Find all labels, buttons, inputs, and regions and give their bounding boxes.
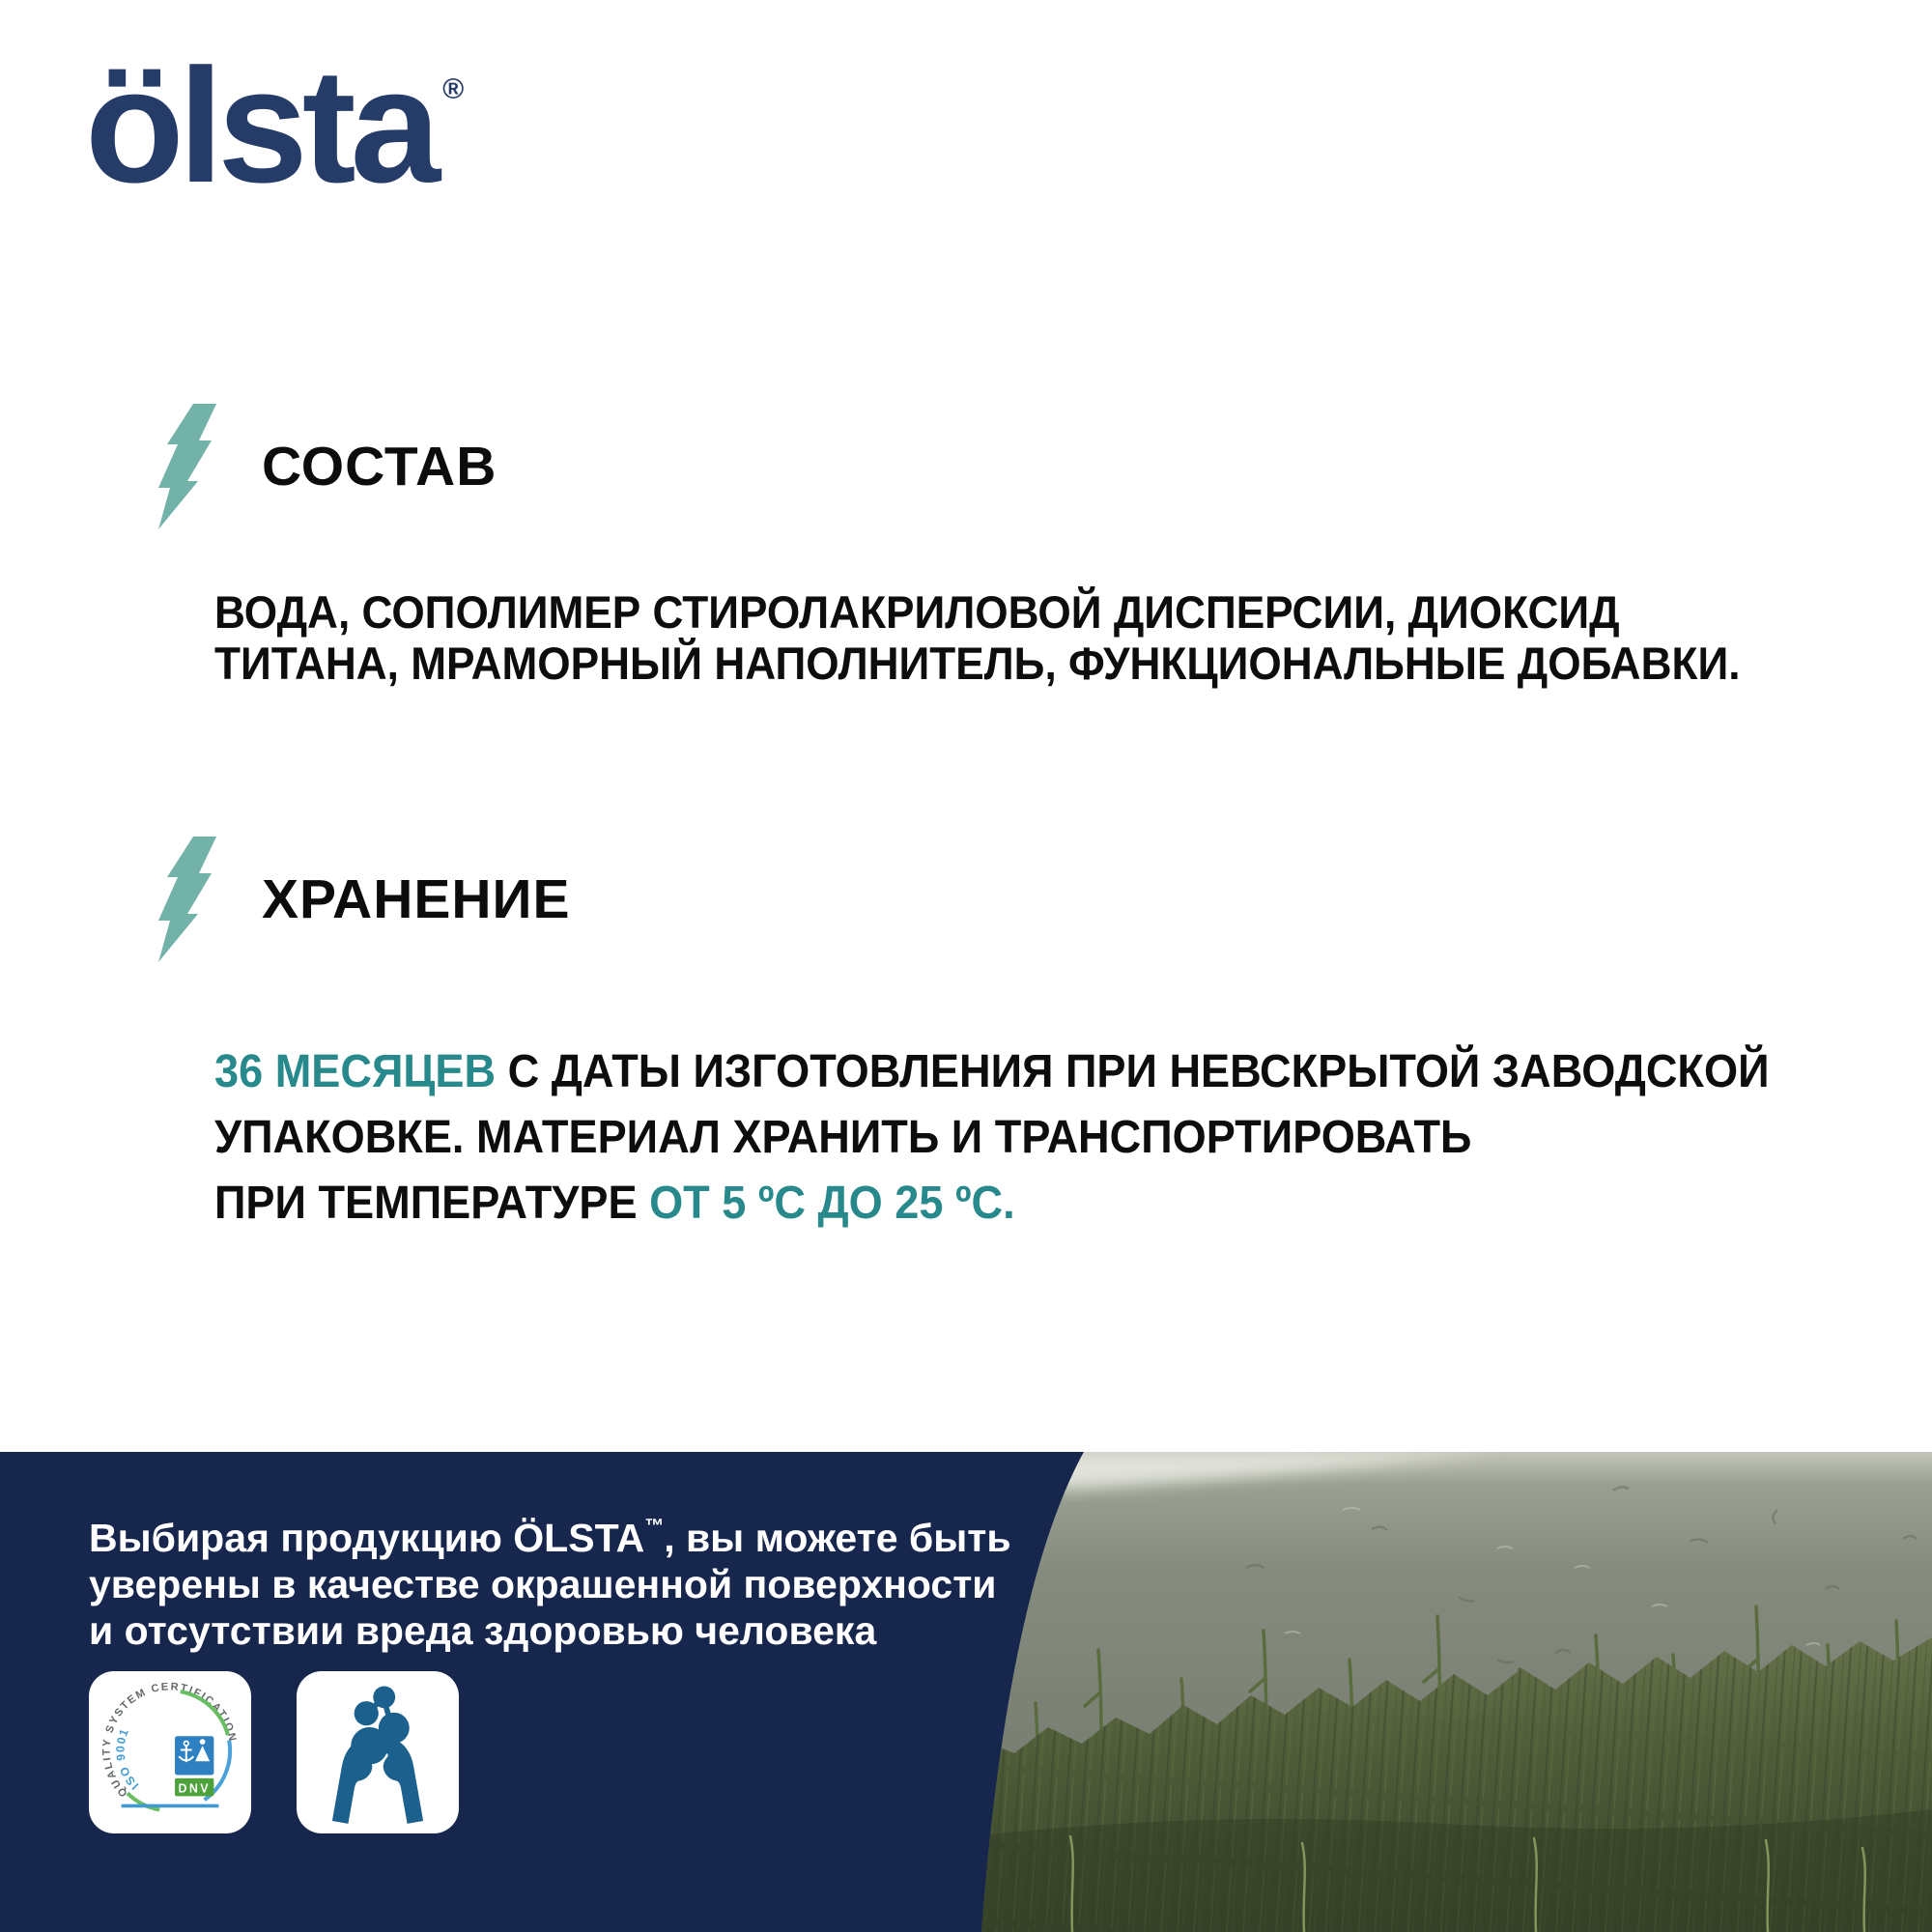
quality-system-certification-arc-text: QUALITY SYSTEM CERTIFICATION: [100, 1681, 239, 1800]
footer-slogan-line-1-rest: , вы можете быть: [664, 1516, 1011, 1560]
storage-text: [214, 1039, 1770, 1236]
footer-band: [0, 1452, 1932, 1932]
footer-slogan-brand: Выбирая продукцию ÖLSTA: [89, 1516, 645, 1560]
storage-line-2: УПАКОВКЕ. МАТЕРИАЛ ХРАНИТЬ И ТРАНСПОРТИРОВАТЬ: [214, 1112, 1472, 1163]
storage-line-1: [214, 1039, 1770, 1105]
brand-logo-text: ölsta: [85, 35, 436, 216]
lightning-icon: [151, 404, 216, 529]
footer-slogan-line-2: уверены в качестве окрашенной поверхности: [89, 1562, 997, 1606]
grass-photo: [956, 1452, 1932, 1932]
section-composition-header: [151, 404, 497, 529]
storage-duration-highlight: 36 МЕСЯЦЕВ: [214, 1046, 497, 1097]
trademark-icon: ™: [644, 1516, 665, 1537]
iso-9001-dnv-certification-badge: [89, 1671, 251, 1833]
section-title-storage: ХРАНЕНИЕ: [262, 868, 571, 930]
composition-text: [214, 586, 1740, 689]
storage-line-3-plain: ПРИ ТЕМПЕРАТУРЕ: [214, 1178, 650, 1229]
health-safety-badge: [297, 1671, 459, 1833]
footer-slogan-line-3: и отсутствии вреда здоровью человека: [89, 1608, 877, 1653]
lightning-icon: [151, 837, 216, 962]
registered-trademark-icon: ®: [442, 73, 465, 105]
brand-logo: [85, 35, 465, 216]
dnv-label: DNV: [178, 1781, 211, 1796]
section-storage-header: [151, 837, 571, 962]
section-title-composition: СОСТАВ: [262, 436, 497, 497]
dnv-certification-icon: [89, 1671, 251, 1833]
composition-line-2: ТИТАНА, МРАМОРНЫЙ НАПОЛНИТЕЛЬ, ФУНКЦИОНАЛЬНЫЕ ДОБАВКИ.: [214, 638, 1741, 689]
storage-temperature-highlight: ОТ 5 ºС ДО 25 ºС.: [649, 1178, 1015, 1229]
footer-slogan: [89, 1503, 1011, 1654]
storage-line-3: [214, 1171, 1770, 1236]
iso-9001-arc-text: ISO 9001: [113, 1725, 142, 1793]
footer-slogan-line-1: [89, 1516, 1011, 1560]
composition-line-1: ВОДА, СОПОЛИМЕР СТИРОЛАКРИЛОВОЙ ДИСПЕРСИИ, ДИОКСИД: [214, 586, 1620, 638]
storage-line-1-rest: С ДАТЫ ИЗГОТОВЛЕНИЯ ПРИ НЕВСКРЫТОЙ ЗАВОДСКОЙ: [496, 1046, 1770, 1097]
hands-molecules-icon: [297, 1671, 459, 1833]
